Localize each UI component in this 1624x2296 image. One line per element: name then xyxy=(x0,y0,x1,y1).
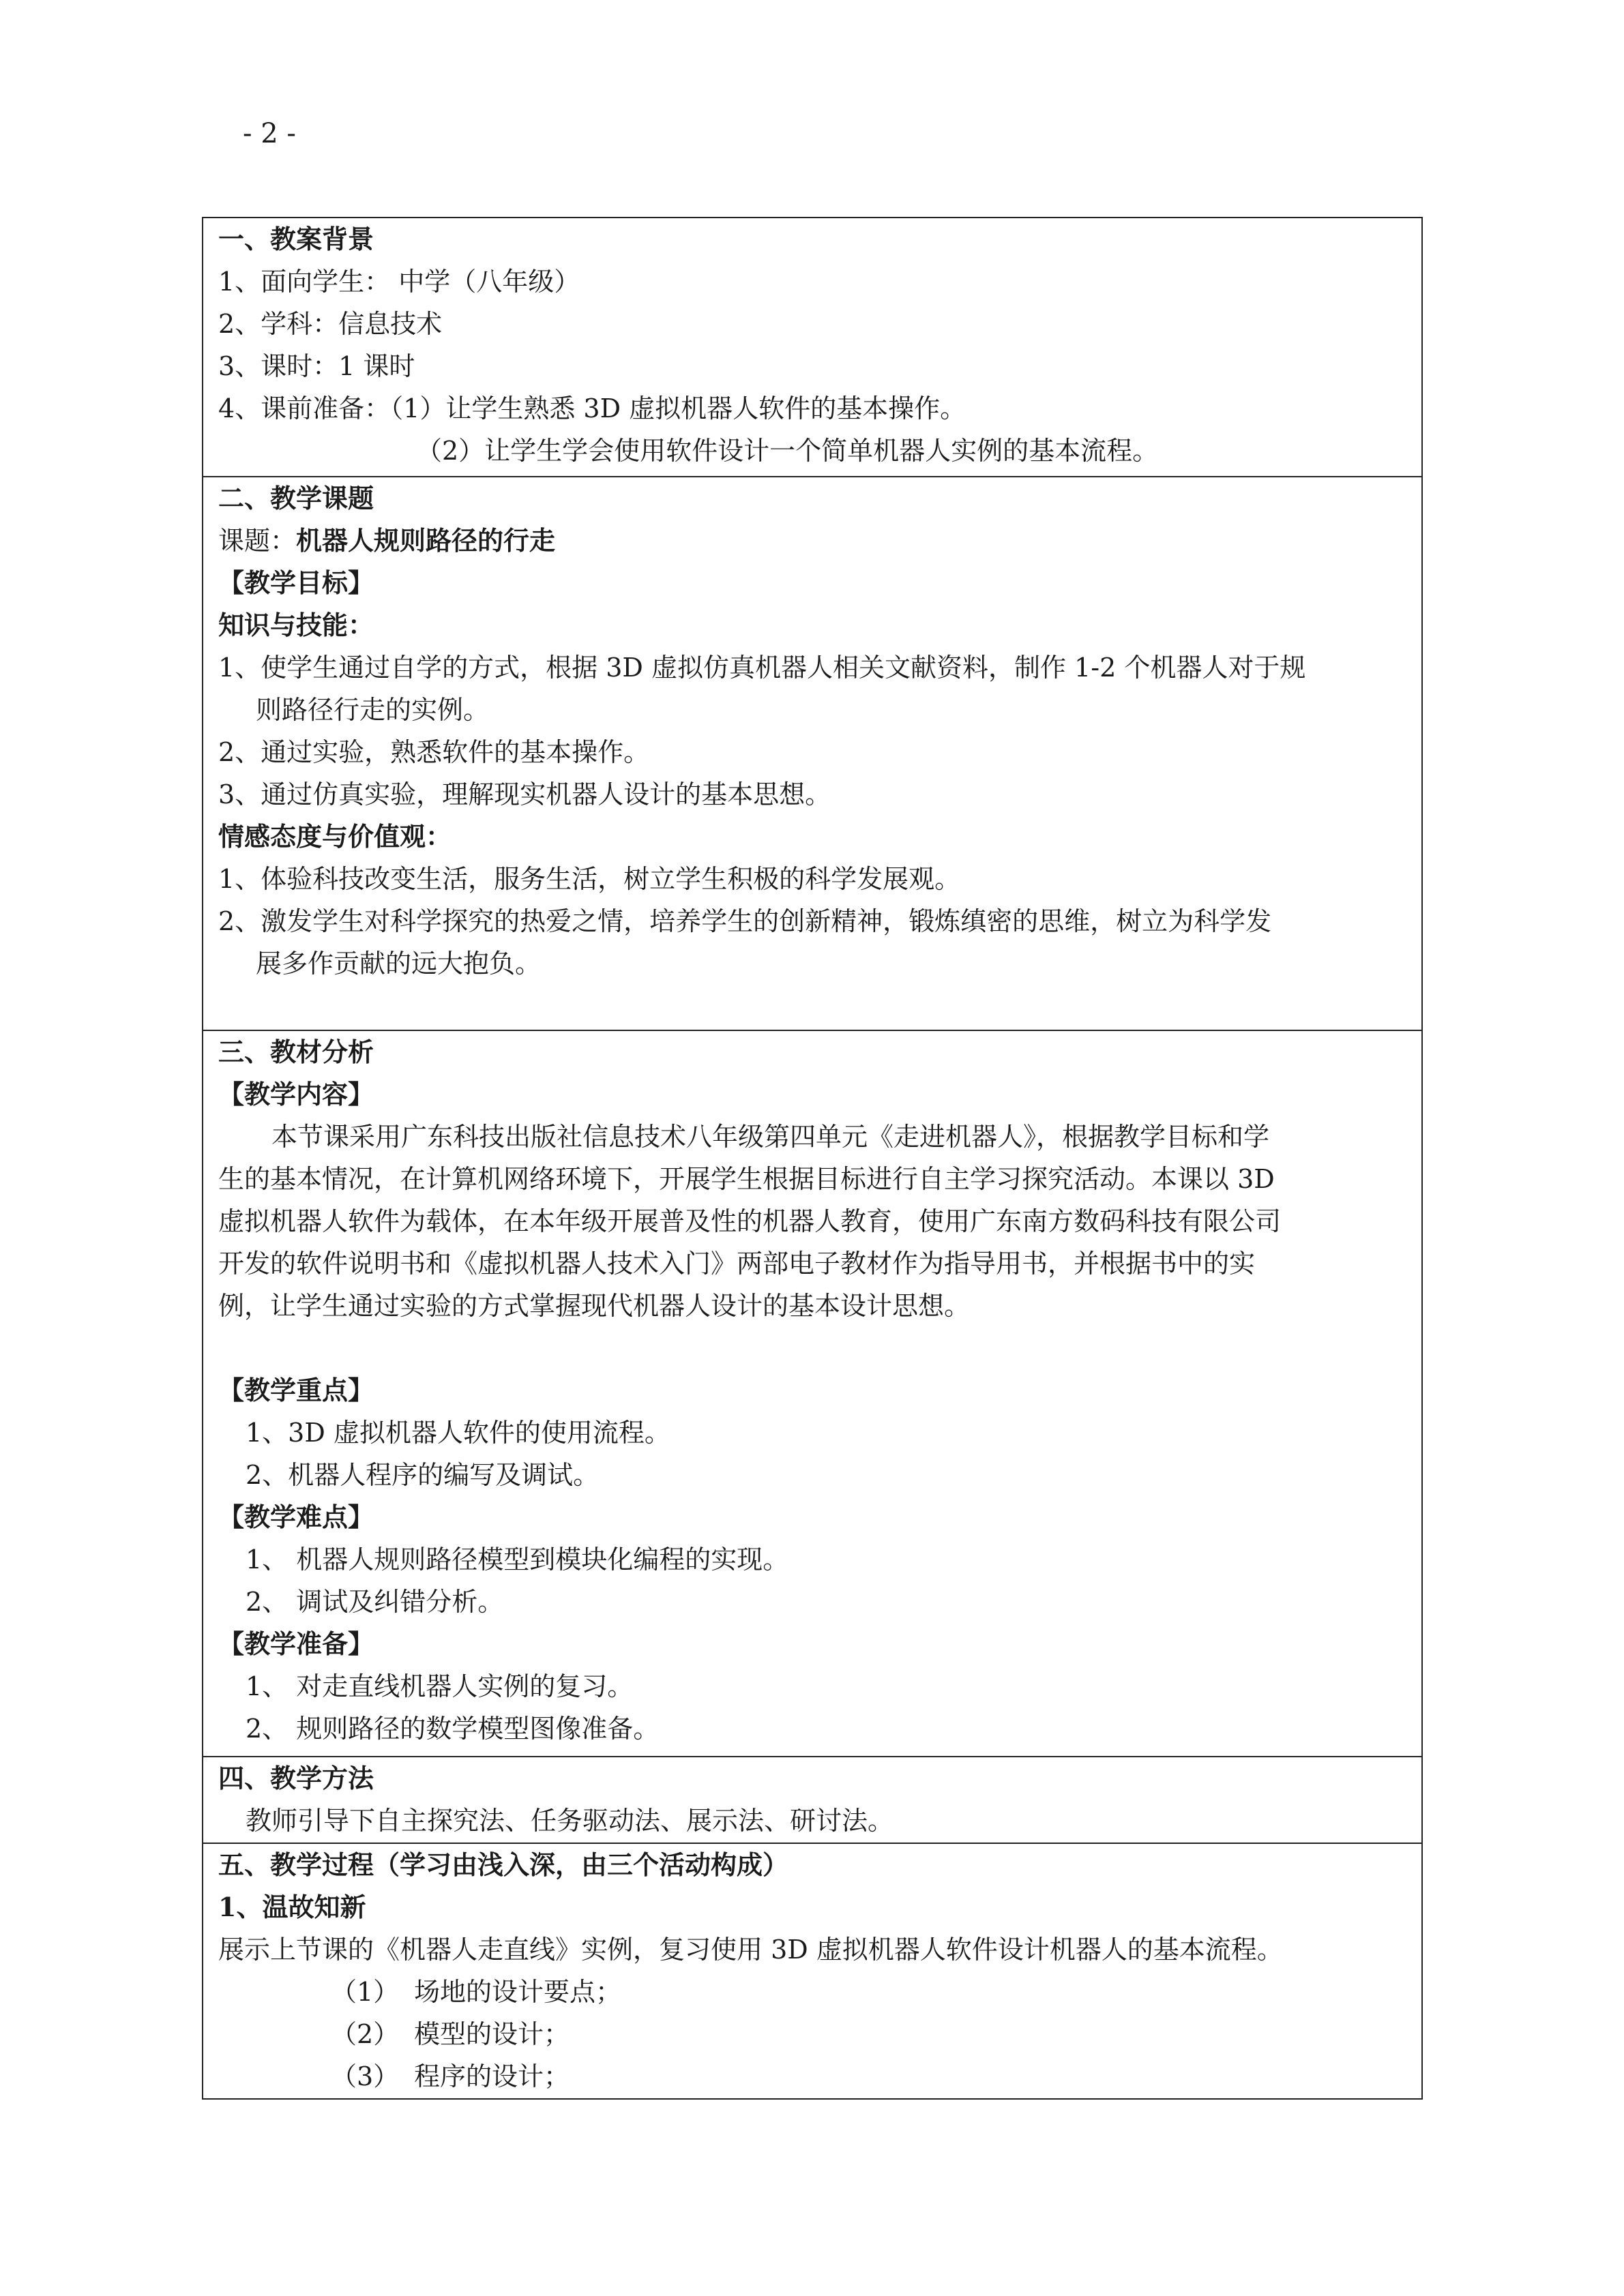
page-number: - 2 - xyxy=(243,118,296,149)
skill-item: 3、通过仿真实验，理解现实机器人设计的基本思想。 xyxy=(218,779,831,809)
attitude-item-continued: 展多作贡献的远大抱负。 xyxy=(256,949,542,979)
difficulty-item: 2、 调试及纠错分析。 xyxy=(246,1587,504,1617)
section-process xyxy=(203,1843,1421,2098)
prep-item: 2、 规则路径的数学模型图像准备。 xyxy=(246,1714,660,1744)
prep-line-2: （2）让学生学会使用软件设计一个简单机器人实例的基本流程。 xyxy=(416,436,1159,466)
process-step xyxy=(218,2013,1421,2055)
step-text: 场地的设计要点； xyxy=(414,1977,622,2007)
method-text: 教师引导下自主探究法、任务驱动法、展示法、研讨法。 xyxy=(246,1806,894,1836)
prep-line-1: 4、课前准备：（1）让学生熟悉 3D 虚拟机器人软件的基本操作。 xyxy=(218,393,966,423)
attitude-heading: 情感态度与价值观： xyxy=(218,821,452,852)
skills-heading: 知识与技能： xyxy=(218,610,374,640)
content-paragraph-line: 本节课采用广东科技出版社信息技术八年级第四单元《走进机器人》，根据教学目标和学 xyxy=(271,1122,1270,1152)
skill-item: 2、通过实验，熟悉软件的基本操作。 xyxy=(218,737,650,767)
step-text: 模型的设计； xyxy=(414,2019,570,2049)
section-method xyxy=(203,1756,1421,1843)
topic-line xyxy=(218,520,1421,562)
difficulty-item: 1、 机器人规则路径模型到模块化编程的实现。 xyxy=(246,1545,789,1575)
content-paragraph-line: 开发的软件说明书和《虚拟机器人技术入门》两部电子教材作为指导用书，并根据书中的实 xyxy=(218,1249,1256,1279)
review-text: 展示上节课的《机器人走直线》实例，复习使用 3D 虚拟机器人软件设计机器人的基本流程。 xyxy=(218,1935,1283,1965)
attitude-item: 1、体验科技改变生活，服务生活，树立学生积极的科学发展观。 xyxy=(218,864,961,894)
key-item: 1、3D 虚拟机器人软件的使用流程。 xyxy=(246,1418,670,1448)
key-item: 2、机器人程序的编写及调试。 xyxy=(246,1460,600,1490)
content-paragraph-line: 虚拟机器人软件为载体，在本年级开展普及性的机器人教育，使用广东南方数码科技有限公司 xyxy=(218,1206,1282,1236)
lesson-plan-table xyxy=(202,217,1423,2100)
goals-heading: 【教学目标】 xyxy=(218,567,374,598)
spacer xyxy=(218,1327,1421,1369)
prep-heading: 【教学准备】 xyxy=(218,1628,374,1659)
subject-line: 2、学科：信息技术 xyxy=(218,309,443,339)
content-paragraph-line: 例，让学生通过实验的方式掌握现代机器人设计的基本设计思想。 xyxy=(218,1291,971,1321)
students-line: 1、面向学生： 中学（八年级） xyxy=(218,267,580,297)
content-heading: 【教学内容】 xyxy=(218,1079,374,1109)
section-material xyxy=(203,1030,1421,1756)
section-title: 五、教学过程（学习由浅入深，由三个活动构成） xyxy=(218,1849,789,1880)
key-heading: 【教学重点】 xyxy=(218,1375,374,1405)
section-title: 三、教材分析 xyxy=(218,1037,374,1067)
topic-name: 机器人规则路径的行走 xyxy=(296,525,556,556)
step-number: （3） xyxy=(331,2061,400,2091)
process-step xyxy=(218,2055,1421,2098)
topic-label: 课题： xyxy=(218,526,297,556)
difficulty-heading: 【教学难点】 xyxy=(218,1502,374,1532)
section-title: 四、教学方法 xyxy=(218,1763,374,1793)
section-title: 二、教学课题 xyxy=(218,483,374,513)
hours-line: 3、课时：1 课时 xyxy=(218,351,415,381)
step-number: （2） xyxy=(331,2019,400,2049)
section-background xyxy=(203,218,1421,476)
step-number: （1） xyxy=(331,1977,400,2007)
process-step xyxy=(218,1971,1421,2013)
skill-item-continued: 则路径行走的实例。 xyxy=(256,695,490,725)
attitude-item: 2、激发学生对科学探究的热爱之情，培养学生的创新精神，锻炼缜密的思维，树立为科学发 xyxy=(218,906,1272,936)
review-heading: 1、温故知新 xyxy=(218,1892,366,1922)
prep-item: 1、 对走直线机器人实例的复习。 xyxy=(246,1671,634,1701)
step-text: 程序的设计； xyxy=(414,2061,570,2091)
section-topic xyxy=(203,476,1421,1030)
content-paragraph-line: 生的基本情况，在计算机网络环境下，开展学生根据目标进行自主学习探究活动。本课以 3D xyxy=(218,1164,1275,1194)
section-title: 一、教案背景 xyxy=(218,224,374,254)
skill-item: 1、使学生通过自学的方式，根据 3D 虚拟仿真机器人相关文献资料，制作 1-2 个机器人对于规 xyxy=(218,653,1306,683)
